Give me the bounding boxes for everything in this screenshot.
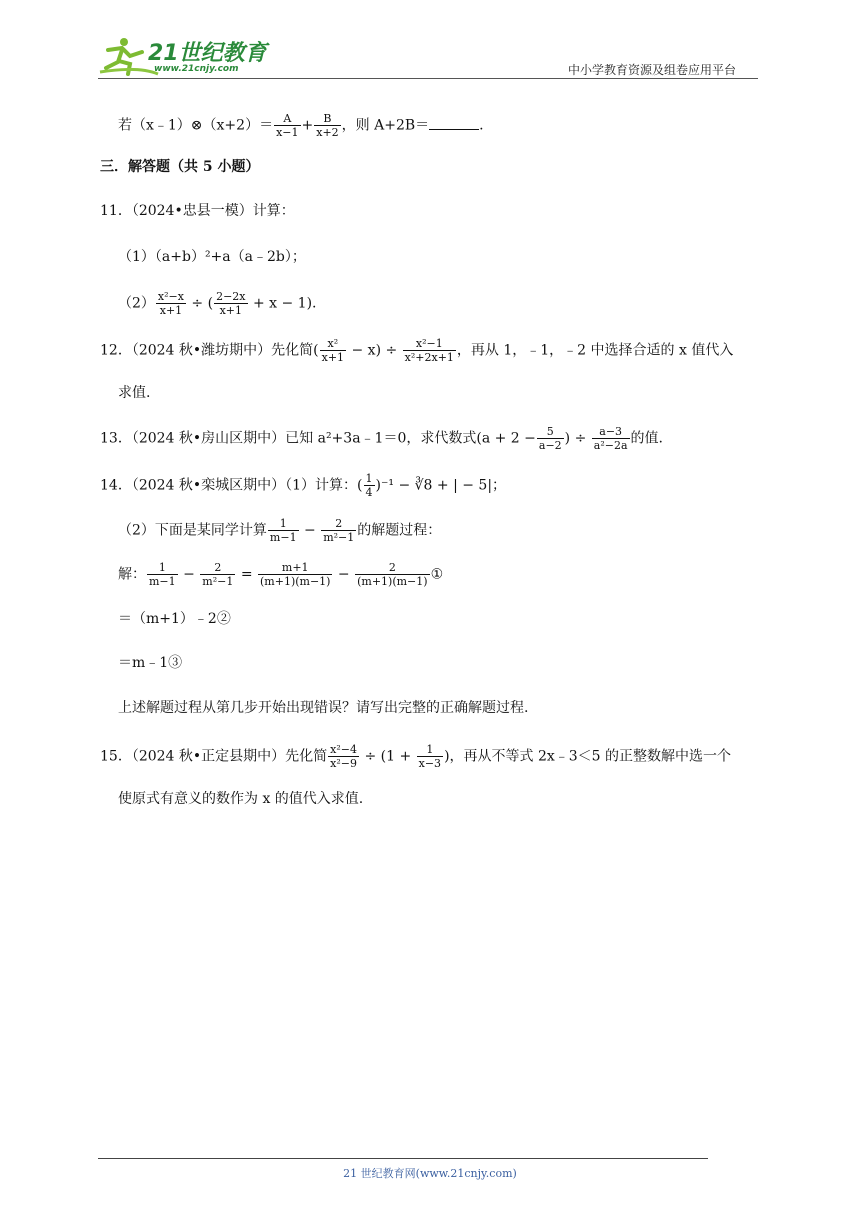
q13-line: 13．（2024 秋•房山区期中）已知 a²+3a﹣1＝0，求代数式(a + 2 − $\frac{5}{a-2}$ ) ÷ $\frac{a-3}{\text{a²−2a}}$ 的值. [100, 425, 663, 452]
brand-text: 中小学教育资源及组卷应用平台 [568, 63, 737, 77]
fraction: $\frac{m+1}{(m+1)(m-1)}$ [260, 561, 331, 588]
q14-question: 上述解题过程从第几步开始出现错误？请写出完整的正确解题过程. [118, 700, 529, 716]
q14-step3: ＝m﹣1③ [118, 655, 183, 671]
logo-url: www.21cnjy.com [154, 64, 239, 74]
section-heading: 三．解答题（共 5 小题） [100, 159, 260, 175]
fraction: $\frac{\text{x²−1}}{\text{x²+2x+1}}$ [404, 337, 454, 364]
logo-text: 21世纪教育 [148, 41, 267, 66]
footer-link[interactable]: 21 世纪教育网(www.21cnjy.com) [343, 1167, 517, 1180]
q15-line1: 15．（2024 秋•正定县期中）先化简 $\frac{\text{x²−4}}{\text{x²−9}}$ ÷ (1 + $\frac{1}{x-3}$ )，再从不等式 2x﹣3＜5 的正整数解中选一个 [100, 743, 732, 770]
q14-line1: 14．（2024 秋•栾城区期中）（1）计算：( $\frac{1}{4}$ )⁻¹ − ∛8 + | − 5|； [100, 472, 507, 499]
fraction: $\frac{a-3}{\text{a²−2a}}$ [593, 425, 628, 452]
q11-part2: （2） $\frac{\text{x²−x}}{x+1}$ ÷ ( $\frac{2-2x}{x+1}$ + x − 1). [118, 290, 317, 317]
header-divider [98, 78, 758, 79]
fraction: $\frac{\text{x²−x}}{x+1}$ [157, 290, 184, 317]
q10-tail: 若（x﹣1）⊗（x+2）＝ $\frac{A}{x-1}$ + $\frac{B}{x+2}$ ，则 A+2B＝ . [118, 112, 484, 139]
q11-title: 11．（2024•忠县一模）计算： [100, 203, 295, 219]
fraction: $\frac{1}{m-1}$ [149, 561, 176, 588]
fraction: $\frac{5}{a-2}$ [538, 425, 562, 452]
q14-solution-line: 解： $\frac{1}{m-1}$ − $\frac{2}{\text{m²−1}}$ = $\frac{m+1}{(m+1)(m-1)}$ − $\frac{2}{(m+1)(m-1)}$ ① [118, 561, 444, 588]
fraction: $\frac{1}{m-1}$ [269, 517, 297, 544]
fraction: $\frac{2-2x}{x+1}$ [216, 290, 246, 317]
q14-step2: ＝（m+1）﹣2② [118, 611, 231, 627]
answer-blank [429, 115, 479, 130]
q15-line2: 使原式有意义的数作为 x 的值代入求值. [118, 791, 364, 807]
fraction: $\frac{2}{\text{m²−1}}$ [323, 517, 355, 544]
q12-line2: 求值. [118, 385, 151, 401]
footer-divider [98, 1158, 708, 1159]
fraction: $\frac{1}{x-3}$ [418, 743, 442, 770]
fraction: $\frac{2}{\text{m²−1}}$ [202, 561, 234, 588]
page-header [98, 30, 758, 78]
q12-line1: 12．（2024 秋•潍坊期中）先化简( $\frac{\text{x²}}{x+1}$ − x) ÷ $\frac{\text{x²−1}}{\text{x²+2x+1}}$ ，再从 1，﹣1，﹣2 中选择合适的 x 值代入 [100, 337, 734, 364]
fraction: $\frac{A}{x-1}$ [276, 112, 299, 139]
fraction: $\frac{\text{x²}}{x+1}$ [321, 337, 345, 364]
fraction: $\frac{1}{4}$ [365, 472, 373, 499]
fraction: $\frac{B}{x+2}$ [316, 112, 339, 139]
q14-part2: （2）下面是某同学计算 $\frac{1}{m-1}$ − $\frac{2}{\text{m²−1}}$ 的解题过程： [118, 517, 442, 544]
q11-part1: （1）（a+b）²+a（a﹣2b）； [118, 249, 306, 265]
fraction: $\frac{\text{x²−4}}{\text{x²−9}}$ [330, 743, 357, 770]
fraction: $\frac{2}{(m+1)(m-1)}$ [357, 561, 428, 588]
